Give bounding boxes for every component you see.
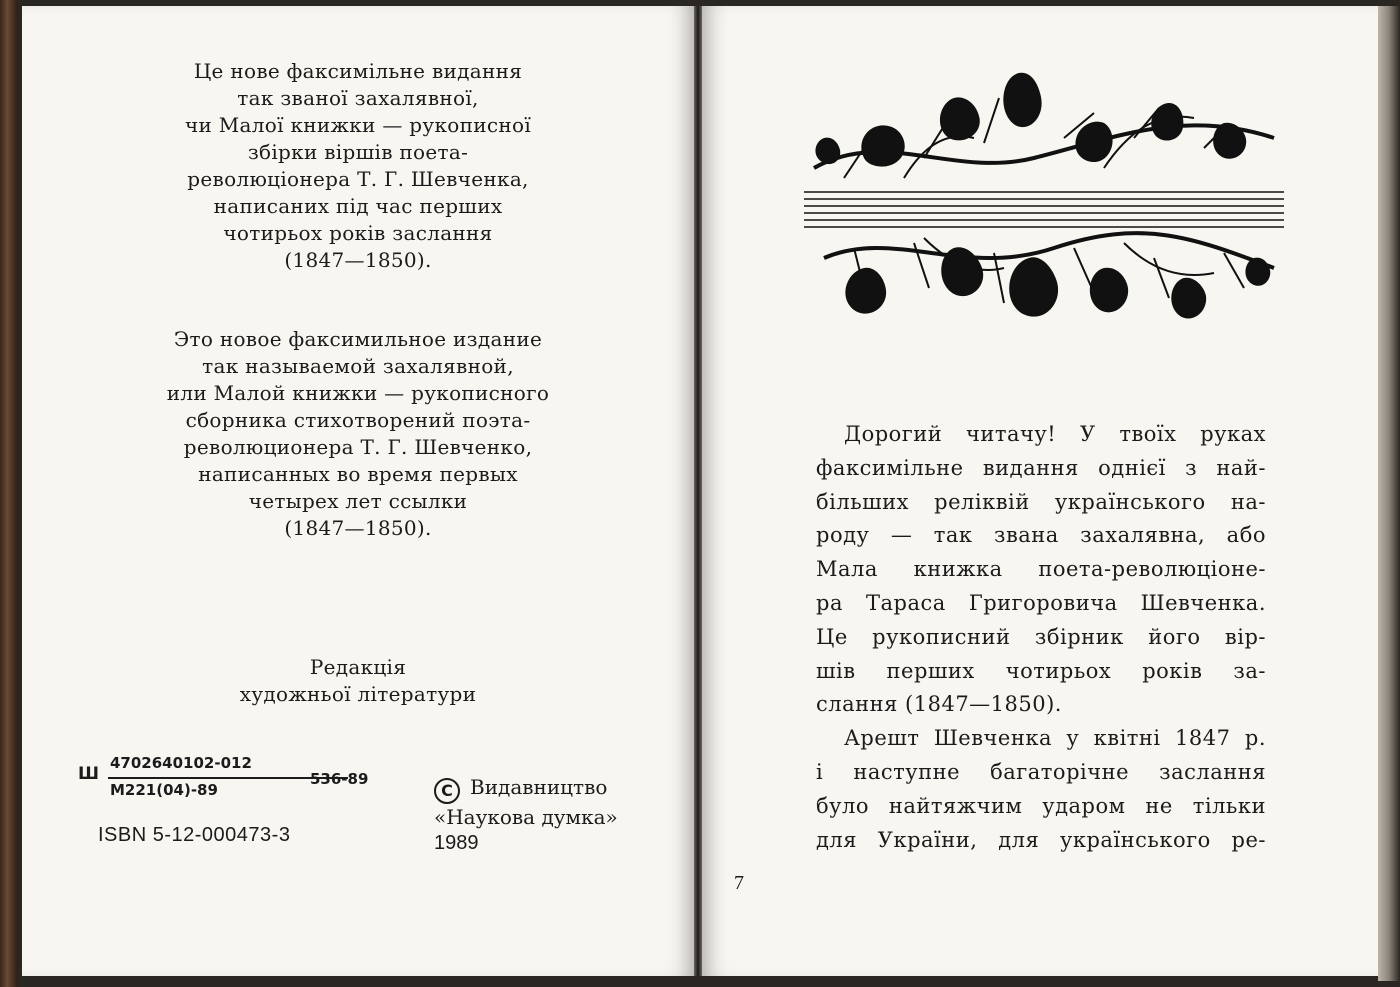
copyright-icon: C [434, 778, 460, 804]
text-line: і наступне багаторічне заслання [816, 759, 1266, 784]
editorial-line: художньої літератури [239, 682, 477, 706]
notice-line: чи Малої книжки — рукописної [184, 113, 532, 137]
text-line: більших реліквій українського на- [816, 489, 1266, 514]
notice-line: Это новое факсимильное издание [173, 327, 543, 351]
notice-line: революціонера Т. Г. Шевченка, [187, 167, 529, 191]
book-gutter [694, 6, 702, 976]
notice-line: (1847—1850). [284, 248, 432, 272]
publisher-name: «Наукова думка» [434, 805, 618, 829]
foreword-text [816, 418, 1266, 857]
isbn: ISBN 5-12-000473-3 [98, 824, 291, 846]
publication-year: 1989 [434, 832, 479, 854]
index-code: 536-89 [310, 770, 369, 788]
notice-line: написаних під час перших [213, 194, 503, 218]
index-letter: Ш [78, 764, 100, 784]
text-line: Арешт Шевченка у квітні 1847 р. [844, 726, 1266, 751]
text-line: шів перших чотирьох років за- [816, 658, 1266, 683]
notice-line: збірки віршів поета- [247, 140, 469, 164]
notice-line: четырех лет ссылки [248, 489, 468, 513]
notice-line: революционера Т. Г. Шевченко, [183, 435, 533, 459]
russian-notice [78, 326, 638, 542]
text-line: Це рукописний збірник його вір- [816, 624, 1266, 649]
text-line: Дорогий читачу! У твоїх руках [844, 422, 1266, 446]
index-numerator: 4702640102-012 [110, 754, 252, 772]
index-denominator: M221(04)-89 [110, 781, 218, 799]
notice-line: сборника стихотворений поэта- [185, 408, 531, 432]
notice-line: чотирьох років заслання [223, 221, 493, 245]
notice-line: так званої захалявної, [237, 86, 479, 110]
page-number: 7 [734, 872, 744, 894]
floral-ornament-icon [804, 68, 1284, 343]
ukrainian-notice [78, 58, 638, 274]
editorial-office [78, 654, 638, 708]
book-edge [0, 0, 18, 987]
book-edge [1378, 6, 1400, 981]
text-line: було найтяжчим ударом не тільки [816, 793, 1266, 818]
notice-line: написанных во время первых [198, 462, 518, 486]
copyright-block [434, 774, 618, 856]
text-line: Мала книжка поета-революціоне- [816, 557, 1266, 582]
notice-line: Це нове факсимільне видання [193, 59, 523, 83]
text-line: слання (1847—1850). [816, 692, 1062, 717]
text-line: для України, для українського ре- [816, 827, 1266, 852]
publisher-line: Видавництво [470, 775, 608, 799]
notice-line: так называемой захалявной, [202, 354, 514, 378]
editorial-line: Редакція [309, 655, 407, 679]
left-page [22, 6, 694, 976]
text-line: факсимільне видання однієї з най- [816, 455, 1266, 480]
notice-line: или Малой книжки — рукописного [166, 381, 550, 405]
text-line: роду — так звана захалявна, або [816, 523, 1266, 548]
text-line: ра Тараса Григоровича Шевченка. [816, 590, 1266, 615]
notice-line: (1847—1850). [284, 516, 432, 540]
